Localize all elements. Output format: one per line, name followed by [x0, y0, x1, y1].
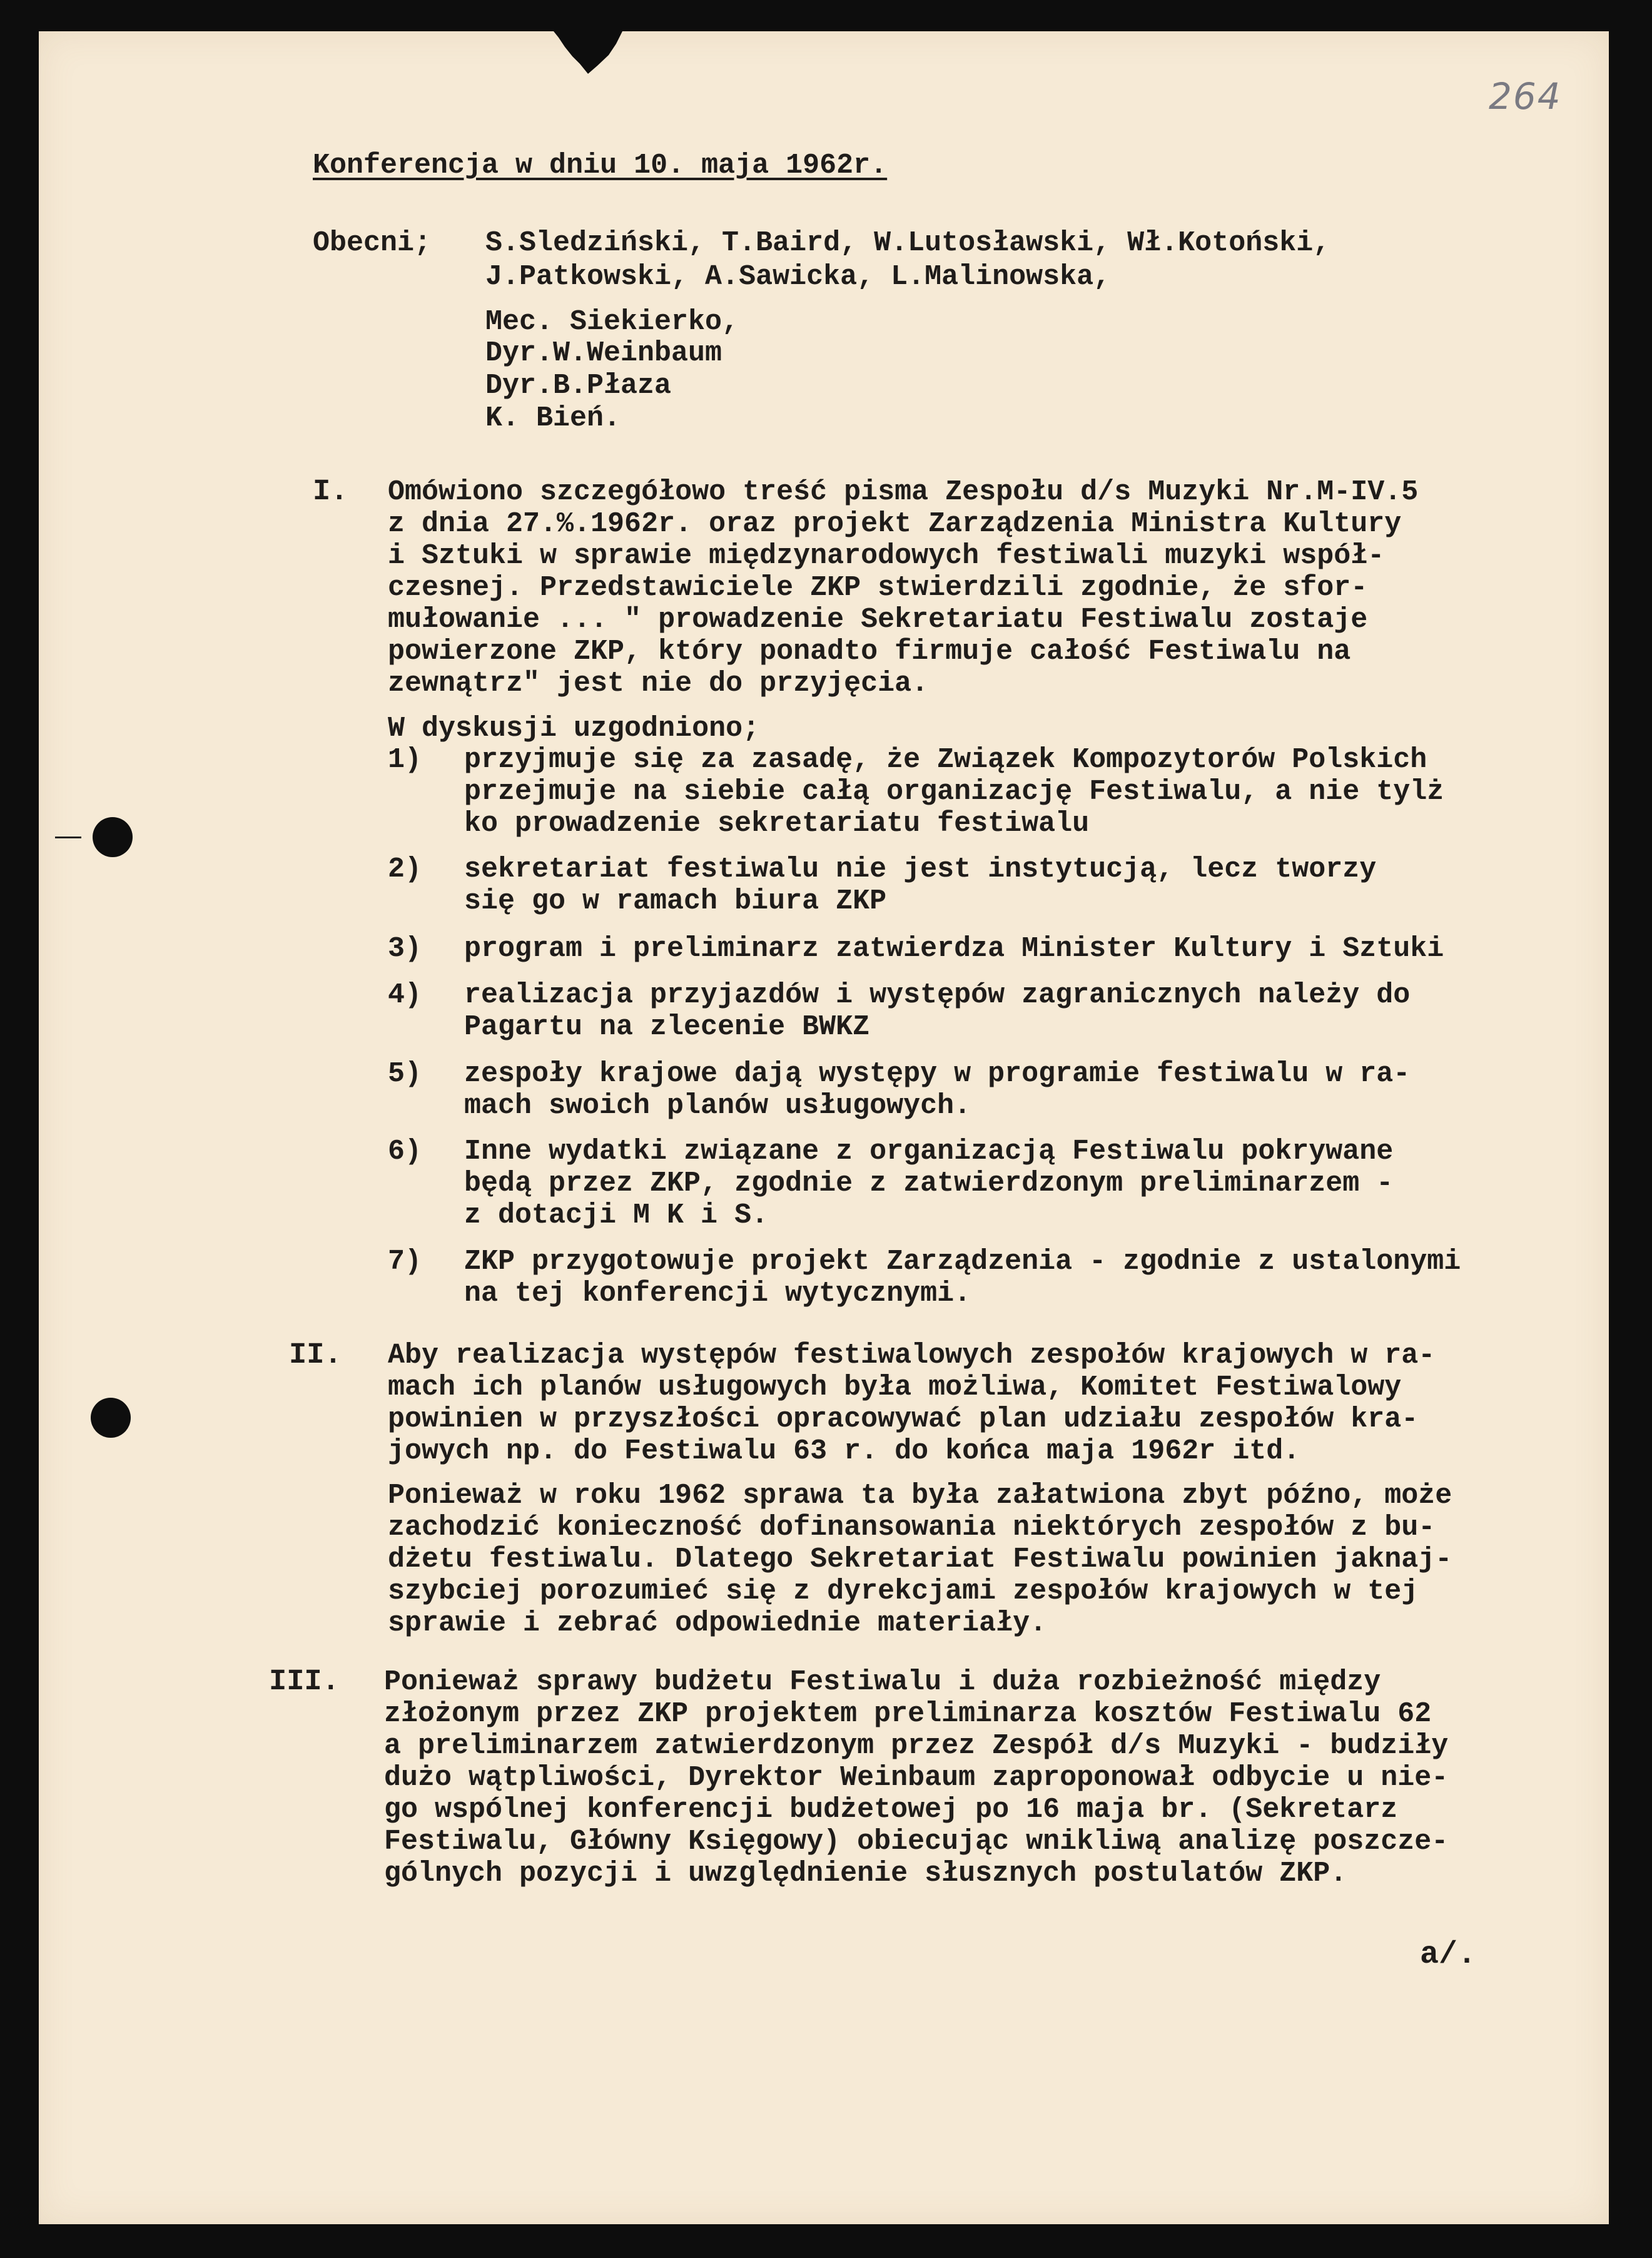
section-line: zachodzić konieczność dofinansowania niektórych zespołów z bu-	[388, 1512, 1436, 1543]
item-number: 6)	[388, 1136, 422, 1167]
item-line: sekretariat festiwalu nie jest instytucją, lecz tworzy	[464, 853, 1377, 885]
section-line: Ponieważ sprawy budżetu Festiwalu i duża rozbieżność między	[384, 1666, 1381, 1698]
item-line: ko prowadzenie sekretariatu festiwalu	[464, 808, 1090, 840]
attendee-line: K. Bień.	[485, 402, 621, 434]
section-line: dżetu festiwalu. Dlatego Sekretariat Festiwalu powinien jaknaj-	[388, 1543, 1452, 1575]
item-line: się go w ramach biura ZKP	[464, 885, 887, 917]
section-line: a preliminarzem zatwierdzonym przez Zespół d/s Muzyki - budziły	[384, 1730, 1449, 1762]
section-number: I.	[313, 476, 348, 509]
item-number: 5)	[388, 1058, 422, 1090]
section-line: Aby realizacja występów festiwalowych zespołów krajowych w ra-	[388, 1340, 1436, 1371]
item-line: Pagartu na zlecenie BWKZ	[464, 1011, 870, 1043]
item-line: będą przez ZKP, zgodnie z zatwierdzonym preliminarzem -	[464, 1167, 1394, 1199]
item-line: przejmuje na siebie całą organizację Festiwalu, a nie tylż	[464, 776, 1444, 808]
attendee-line: Mec. Siekierko,	[485, 306, 739, 338]
item-number: 4)	[388, 979, 422, 1011]
section-line: szybciej porozumieć się z dyrekcjami zespołów krajowych w tej	[388, 1575, 1419, 1607]
section-line: go wspólnej konferencji budżetowej po 16 maja br. (Sekretarz	[384, 1794, 1398, 1826]
section-line: jowych np. do Festiwalu 63 r. do końca maja 1962r itd.	[388, 1435, 1300, 1467]
margin-mark	[55, 837, 81, 838]
section-line: mach ich planów usługowych była możliwa, Komitet Festiwalowy	[388, 1371, 1402, 1403]
section-line: Festiwalu, Główny Księgowy) obiecując wnikliwą analizę poszcze-	[384, 1826, 1449, 1858]
item-line: mach swoich planów usługowych.	[464, 1090, 971, 1122]
section-line: i Sztuki w sprawie międzynarodowych festiwali muzyki współ-	[388, 540, 1385, 572]
punch-hole-lower	[91, 1398, 131, 1438]
section-line: sprawie i zebrać odpowiednie materiały.	[388, 1607, 1047, 1639]
item-line: ZKP przygotowuje projekt Zarządzenia - zgodnie z ustalonymi	[464, 1246, 1461, 1278]
section-line: z dnia 27.%.1962r. oraz projekt Zarządzenia Ministra Kultury	[388, 508, 1402, 540]
item-number: 2)	[388, 853, 422, 885]
item-line: zespoły krajowe dają występy w programie festiwalu w ra-	[464, 1058, 1411, 1090]
attendee-line: S.Sledziński, T.Baird, W.Lutosławski, Wł.Kotoński,	[485, 227, 1330, 259]
section-line: powinien w przyszłości opracowywać plan udziału zespołów kra-	[388, 1403, 1419, 1435]
punch-hole-upper	[93, 817, 133, 857]
item-line: Inne wydatki związane z organizacją Festiwalu pokrywane	[464, 1136, 1394, 1167]
item-number: 1)	[388, 744, 422, 776]
section-line: złożonym przez ZKP projektem preliminarza kosztów Festiwalu 62	[384, 1698, 1432, 1730]
section-line: mułowanie ... " prowadzenie Sekretariatu Festiwalu zostaje	[388, 604, 1368, 636]
item-line: program i preliminarz zatwierdza Minister Kultury i Sztuki	[464, 933, 1444, 965]
section-line: powierzone ZKP, który ponadto firmuje całość Festiwalu na	[388, 636, 1351, 668]
section-number: III.	[269, 1666, 340, 1699]
item-number: 7)	[388, 1246, 422, 1278]
item-line: z dotacji M K i S.	[464, 1199, 769, 1231]
attendees-label: Obecni;	[313, 227, 432, 259]
item-number: 3)	[388, 933, 422, 965]
section-line: dużo wątpliwości, Dyrektor Weinbaum zaproponował odbycie u nie-	[384, 1762, 1449, 1794]
section-line: Omówiono szczegółowo treść pisma Zespołu d/s Muzyki Nr.M-IV.5	[388, 476, 1419, 508]
item-line: realizacja przyjazdów i występów zagranicznych należy do	[464, 979, 1411, 1011]
folio-number: 264	[1489, 75, 1562, 118]
torn-notch	[554, 31, 622, 75]
section-line: zewnątrz" jest nie do przyjęcia.	[388, 668, 929, 699]
page-title: Konferencja w dniu 10. maja 1962r.	[313, 150, 888, 181]
closing-mark: a/.	[1420, 1937, 1477, 1973]
agreed-intro: W dyskusji uzgodniono;	[388, 713, 760, 745]
item-line: przyjmuje się za zasadę, że Związek Kompozytorów Polskich	[464, 744, 1427, 776]
section-line: gólnych pozycji i uwzględnienie słusznych postulatów ZKP.	[384, 1858, 1347, 1889]
item-line: na tej konferencji wytycznymi.	[464, 1278, 971, 1310]
attendee-line: J.Patkowski, A.Sawicka, L.Malinowska,	[485, 261, 1111, 293]
attendee-line: Dyr.W.Weinbaum	[485, 337, 722, 369]
attendee-line: Dyr.B.Płaza	[485, 370, 672, 402]
typed-page	[39, 31, 1609, 2224]
section-line: Ponieważ w roku 1962 sprawa ta była załatwiona zbyt późno, może	[388, 1480, 1452, 1512]
section-line: czesnej. Przedstawiciele ZKP stwierdzili zgodnie, że sfor-	[388, 572, 1368, 604]
section-number: II.	[289, 1339, 342, 1372]
